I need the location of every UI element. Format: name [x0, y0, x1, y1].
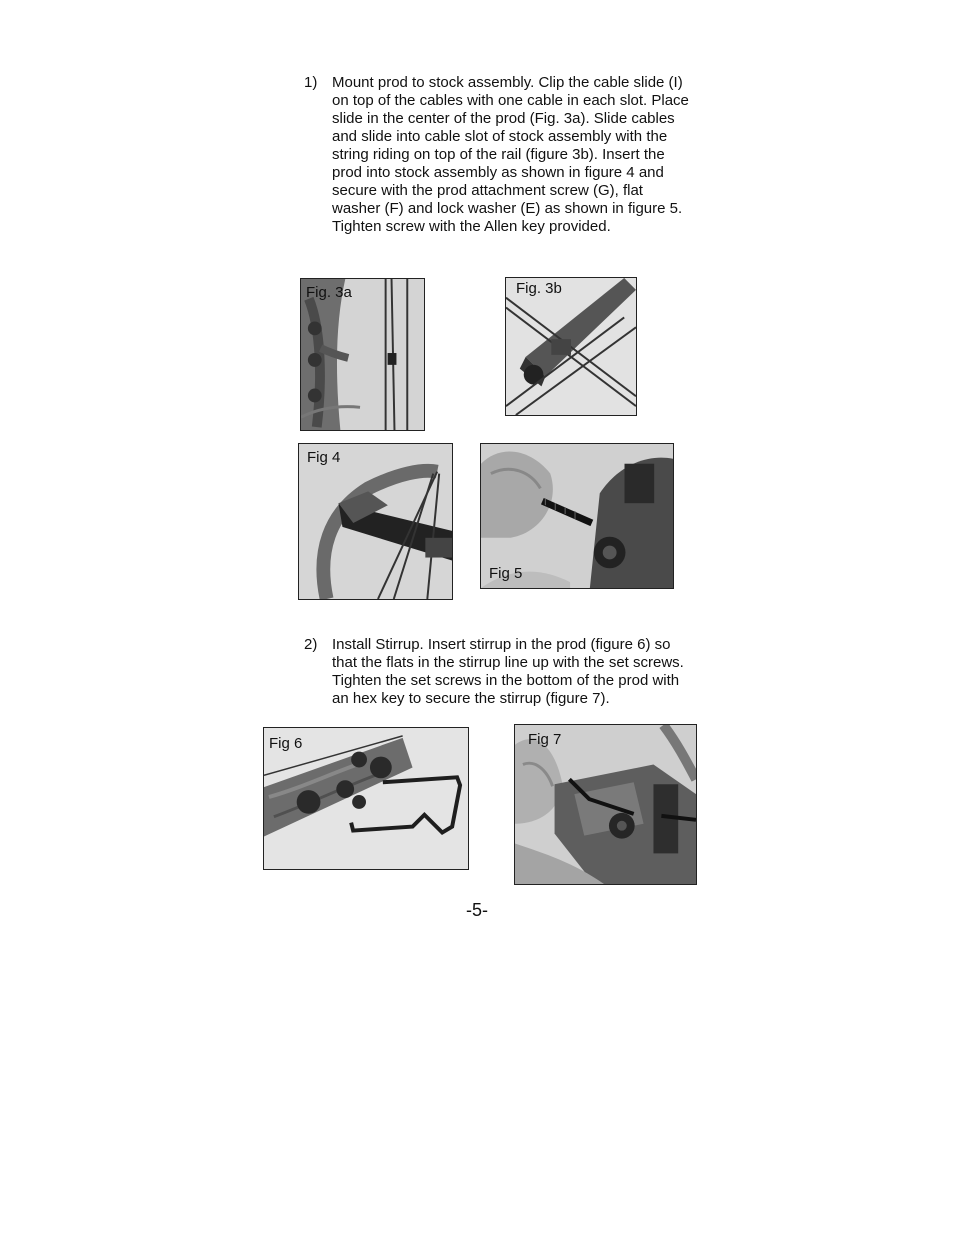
figure-7-image	[515, 725, 696, 884]
step-1-line: secure with the prod attachment screw (G), flat	[332, 182, 643, 199]
step-2-line: that the flats in the stirrup line up with the set screws.	[332, 654, 684, 671]
step-2-line: an hex key to secure the stirrup (figure 7).	[332, 690, 610, 707]
figure-4-image	[299, 444, 452, 599]
step-1-line: and slide into cable slot of stock assembly with the	[332, 128, 668, 145]
step-2-line: Install Stirrup. Insert stirrup in the prod (figure 6) so	[332, 636, 671, 653]
step-1-line: string riding on top of the rail (figure 3b). Insert the	[332, 146, 665, 163]
step-1-text	[332, 74, 689, 236]
step-2-text	[332, 636, 684, 708]
step-1-number: 1)	[304, 74, 318, 91]
step-2	[304, 636, 724, 711]
figure-6-photo	[263, 727, 469, 870]
figure-5-photo	[480, 443, 674, 589]
step-1-line: washer (F) and lock washer (E) as shown in figure 5.	[332, 200, 683, 217]
step-2-line: Tighten the set screws in the bottom of the prod with	[332, 672, 680, 689]
step-1-line: on top of the cables with one cable in each slot. Place	[332, 92, 689, 109]
figure-6-label: Fig 6	[269, 735, 303, 752]
figure-5-label: Fig 5	[489, 565, 523, 582]
figure-3a-label: Fig. 3a	[306, 284, 352, 301]
step-1	[304, 74, 724, 239]
step-2-number: 2)	[304, 636, 318, 653]
step-1-line: prod into stock assembly as shown in figure 4 and	[332, 164, 664, 181]
figure-4-label: Fig 4	[307, 449, 341, 466]
figure-3a-image	[301, 279, 424, 430]
figure-3b-image	[506, 278, 636, 415]
figure-7-photo	[514, 724, 697, 885]
figure-7-label: Fig 7	[528, 731, 562, 748]
figure-3b-label: Fig. 3b	[516, 280, 562, 297]
step-1-line: Tighten screw with the Allen key provided.	[332, 218, 611, 235]
figure-3b-photo	[505, 277, 637, 416]
figure-3a-photo	[300, 278, 425, 431]
page-number: -5-	[466, 900, 488, 920]
figure-4-photo	[298, 443, 453, 600]
step-1-line: slide in the center of the prod (Fig. 3a). Slide cables	[332, 110, 675, 127]
step-1-line: Mount prod to stock assembly. Clip the cable slide (I)	[332, 74, 683, 91]
